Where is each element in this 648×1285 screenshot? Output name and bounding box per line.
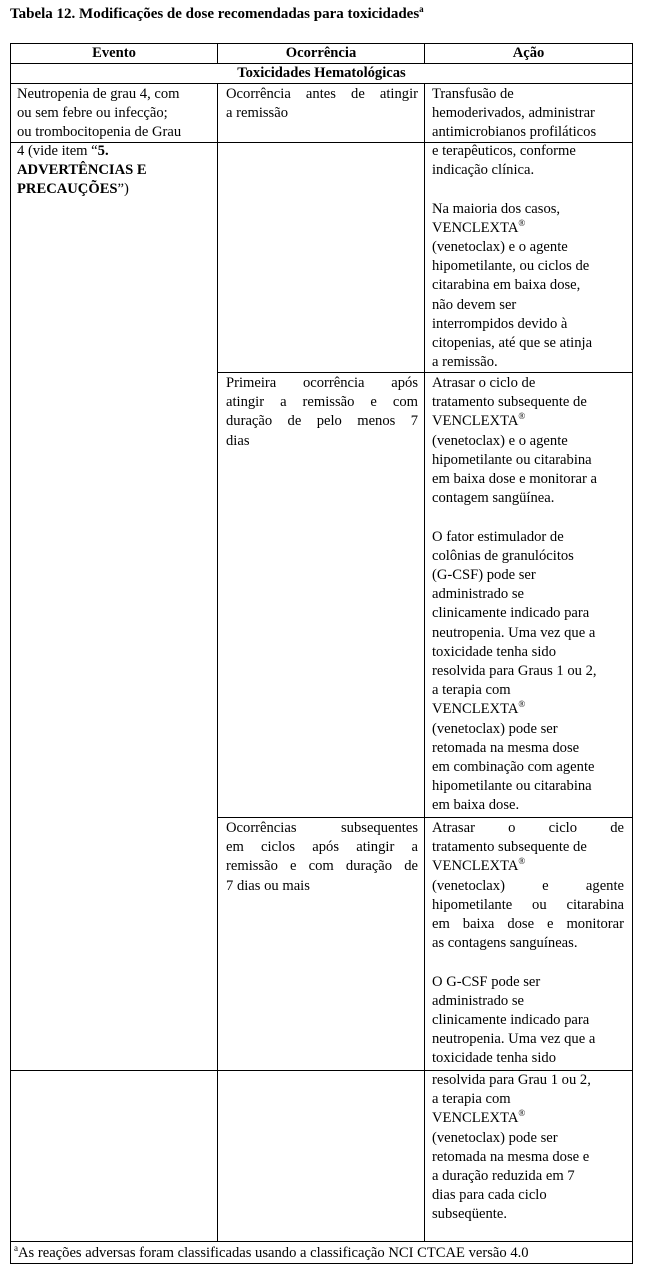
action-line: e terapêuticos, conforme [432, 143, 576, 159]
action-line: (venetoclax) e o agente [432, 239, 568, 255]
occurrence-line: em ciclos após atingir a [226, 839, 418, 856]
registered-mark: ® [518, 411, 526, 422]
table-left-border [10, 43, 11, 1264]
action-line: (venetoclax) pode ser [432, 1129, 558, 1146]
action-line: clinicamente indicado para [432, 1012, 590, 1029]
caption-footnote-marker: a [419, 4, 424, 14]
action-line: Atrasar o ciclo de [432, 375, 536, 391]
action-line: a terapia com [432, 682, 511, 699]
action-line: neutropenia. Uma vez que a [432, 624, 596, 641]
footnote-text: As reações adversas foram classificadas usando a classificação NCI CTCAE versão 4.0 [18, 1245, 529, 1261]
action-line: em combinação com agente [432, 759, 595, 776]
action-line: citarabina em baixa dose, [432, 277, 581, 294]
action-line: a terapia com [432, 1091, 511, 1108]
occurrence-subsequent [226, 819, 418, 896]
brand-name: VENCLEXTA [432, 858, 519, 875]
evento-text: 4 (vide item “ [17, 143, 98, 159]
action-line: hipometilante ou citarabina [432, 451, 592, 468]
action-line: neutropenia. Uma vez que a [432, 1031, 596, 1048]
action-line [432, 219, 628, 238]
action-line: retomada na mesma dose e [432, 1148, 590, 1165]
action-line: as contagens sanguíneas. [432, 935, 578, 952]
action-line: hipometilante, ou ciclos de [432, 258, 590, 275]
brand-name: VENCLEXTA [432, 219, 519, 236]
action-line: em baixa dose e monitorar [432, 916, 624, 933]
evento-bold-ref: ADVERTÊNCIAS E [17, 162, 147, 179]
occurrence-line: 7 dias ou mais [226, 877, 310, 894]
action-line [432, 412, 628, 431]
action-line: O G-CSF pode ser [432, 973, 541, 990]
action-line: tratamento subsequente de [432, 394, 587, 411]
occurrence-line: Ocorrência antes de atingir [226, 86, 418, 102]
action-line: em baixa dose e monitorar a [432, 471, 597, 488]
occurrence-first-after-remission [226, 374, 418, 451]
evento-line [17, 142, 213, 161]
action-line: interrompidos devido à [432, 315, 568, 332]
action-line: (venetoclax) e o agente [432, 432, 568, 449]
occurrence-line: a remissão [226, 105, 289, 122]
header-evento: Evento [92, 45, 136, 61]
action-line: citopenias, até que se atinja [432, 335, 593, 352]
table-body-bottom-border [10, 1241, 633, 1242]
action-line: administrado se [432, 586, 525, 603]
action-line: Na maioria dos casos, [432, 200, 561, 217]
table-bottom-border [10, 1263, 633, 1264]
header-ocorrencia: Ocorrência [285, 45, 357, 61]
footnote-marker: a [14, 1243, 18, 1253]
action-line: hipometilante ou citarabina [432, 778, 592, 795]
action-line: (venetoclax) e agente [432, 877, 624, 894]
evento-bold-ref: PRECAUÇÕES [17, 181, 118, 198]
action-line: tratamento subsequente de [432, 839, 587, 856]
occurrence-line: remissão e com duração de [226, 858, 418, 875]
caption-text: Tabela 12. Modificações de dose recomendadas para toxicidades [10, 6, 420, 22]
brand-name: VENCLEXTA [432, 1110, 519, 1127]
occurrence-divider-2 [217, 817, 633, 818]
header-acao: Ação [512, 45, 545, 61]
action-line: Transfusão de [432, 86, 514, 102]
evento-line [17, 161, 213, 180]
action-line [432, 1109, 628, 1128]
action-line: a duração reduzida em 7 [432, 1168, 575, 1185]
action-line: indicação clínica. [432, 162, 535, 179]
action-line: em baixa dose. [432, 797, 520, 814]
evento-line: ou sem febre ou infecção; [17, 105, 168, 122]
action-line: retomada na mesma dose [432, 739, 580, 756]
action-line: resolvida para Graus 1 ou 2, [432, 663, 597, 680]
registered-mark: ® [518, 1108, 526, 1119]
occurrence-line: Ocorrências subsequentes [226, 820, 418, 836]
action-subsequent-continued [432, 1071, 628, 1225]
action-line: não devem ser [432, 296, 517, 313]
action-line: hipometilante ou citarabina [432, 896, 624, 913]
action-before-remission-part2 [432, 142, 628, 372]
action-line: O fator estimulador de [432, 528, 564, 545]
action-line [432, 700, 628, 719]
evento-cell-part1 [17, 85, 213, 143]
table-right-border [632, 43, 633, 1264]
evento-line [17, 180, 213, 199]
action-line: antimicrobianos profiláticos [432, 124, 597, 141]
column-divider-2 [424, 83, 425, 1242]
table-footnote [14, 1245, 529, 1262]
action-line: a remissão. [432, 354, 498, 371]
occurrence-line: duração de pelo menos 7 [226, 413, 418, 430]
evento-cell-part2 [17, 142, 213, 200]
action-first-after-remission [432, 374, 628, 816]
registered-mark: ® [518, 217, 526, 228]
evento-text: ”) [117, 181, 129, 198]
action-line: contagem sangüínea. [432, 490, 555, 507]
section-heading: Toxicidades Hematológicas [237, 65, 406, 81]
action-line: (G-CSF) pode ser [432, 567, 536, 584]
registered-mark: ® [518, 856, 526, 867]
brand-name: VENCLEXTA [432, 701, 519, 718]
action-line: dias para cada ciclo [432, 1187, 547, 1204]
evento-line: Neutropenia de grau 4, com [17, 86, 180, 102]
column-divider-1 [217, 83, 218, 1242]
action-line: resolvida para Grau 1 ou 2, [432, 1072, 591, 1088]
action-line: colônias de granulócitos [432, 547, 574, 564]
action-line: Atrasar o ciclo de [432, 820, 624, 836]
action-line: administrado se [432, 992, 525, 1009]
occurrence-line: Primeira ocorrência após [226, 375, 418, 391]
action-line: subseqüente. [432, 1206, 507, 1223]
evento-bold-ref: 5. [97, 143, 109, 159]
action-line: toxicidade tenha sido [432, 1050, 557, 1067]
action-subsequent [432, 819, 624, 1069]
action-before-remission-part1 [432, 85, 628, 143]
action-line: hemoderivados, administrar [432, 105, 595, 122]
brand-name: VENCLEXTA [432, 413, 519, 430]
occurrence-before-remission [226, 85, 418, 123]
occurrence-line: atingir a remissão e com [226, 394, 418, 411]
evento-line: ou trombocitopenia de Grau [17, 124, 182, 141]
registered-mark: ® [518, 699, 526, 710]
occurrence-line: dias [226, 432, 250, 449]
action-line [432, 857, 624, 876]
action-line: toxicidade tenha sido [432, 643, 557, 660]
action-line: clinicamente indicado para [432, 605, 590, 622]
action-line: (venetoclax) pode ser [432, 720, 558, 737]
